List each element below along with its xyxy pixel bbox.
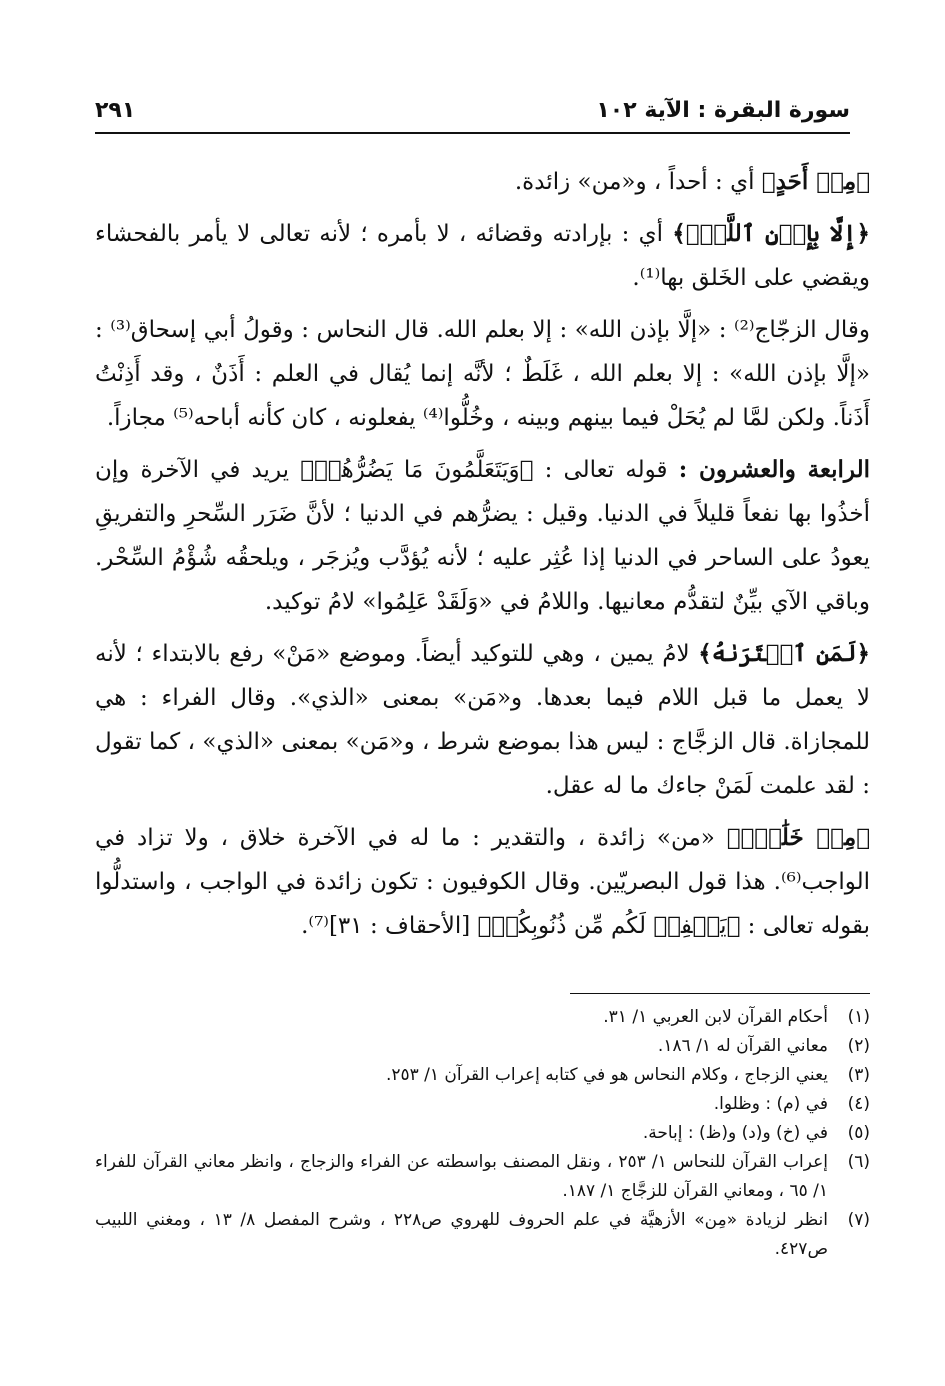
paragraph-text: لامُ يمين ، وهي للتوكيد أيضاً. وموضع «مَنْ» رفع بالابتداء ؛ لأنه لا يعمل ما قبل اللام فيما بعدها. و«مَن» بمعنى «الذي». وقال الفراء : هي للمجازاة. قال الزجَّاج : ليس هذا بموضع شرط ، و«مَن» بمعنى «الذي» ، كما تقول : لقد علمت لَمَنْ جاءك ما له عقل. — [95, 641, 870, 799]
running-title: سورة البقرة : الآية ١٠٢ — [596, 97, 850, 123]
quran-phrase: ﴿مِنۡ خَلَٰقٍۚ﴾ — [726, 824, 870, 851]
paragraph — [95, 212, 870, 300]
footnote-number: (١) — [847, 1007, 870, 1027]
footnote — [95, 1206, 870, 1264]
footnote-divider — [570, 993, 870, 994]
footnotes — [95, 1003, 870, 1264]
page-header — [95, 90, 850, 130]
main-text — [95, 160, 870, 956]
footnote-number: (٥) — [847, 1123, 870, 1143]
footnote — [95, 1061, 870, 1090]
paragraph — [95, 160, 870, 204]
footnote-text: في (م) : وظلوا. — [713, 1094, 828, 1114]
footnote-number: (٧) — [847, 1210, 870, 1230]
quran-phrase: ﴿إِلَّا بِإِذۡنِ ٱللَّهِۚ﴾ — [672, 220, 871, 247]
footnote — [95, 1003, 870, 1032]
section-heading: الرابعة والعشرون : — [678, 456, 870, 483]
quran-phrase: ﴿مِنۡ أَحَدٍ﴾ — [761, 168, 870, 195]
footnote-number: (٣) — [847, 1065, 870, 1085]
paragraph-text: أي : أحداً ، و«من» زائدة. — [514, 169, 762, 195]
footnote-text: إعراب القرآن للنحاس ١/ ٢٥٣ ، ونقل المصنف بواسطته عن الفراء والزجاج ، وانظر معاني القرآن للفراء ١/ ٦٥ ، ومعاني القرآن للزجَّاج ١/ ١٨٧. — [95, 1152, 828, 1201]
footnote-text: معاني القرآن له ١/ ١٨٦. — [657, 1036, 828, 1056]
footnote-text: أحكام القرآن لابن العربي ١/ ٣١. — [603, 1007, 828, 1027]
footnote — [95, 1090, 870, 1119]
quran-phrase: ﴿لَمَنِ ٱشۡتَرَىٰهُ﴾ — [698, 640, 870, 667]
footnote-number: (٦) — [847, 1152, 870, 1172]
footnote-text: انظر لزيادة «مِن» الأزهيَّة في علم الحروف للهروي ص٢٢٨ ، وشرح المفصل ٨/ ١٣ ، ومغني اللبيب ص٤٢٧. — [95, 1210, 829, 1259]
paragraph — [95, 816, 870, 948]
footnote — [95, 1032, 870, 1061]
paragraph-text: قوله تعالى : ﴿وَيَتَعَلَّمُونَ مَا يَضُرُّهُمۡ﴾ يريد في الآخرة وإن أخذُوا بها نفعاً قليلاً في الدنيا. وقيل : يضرُّهم في الدنيا ؛ لأنَّ ضَرَر السِّحرِ والتفريقِ يعودُ على الساحر في الدنيا إذا عُثِر عليه ؛ لأنه يُؤدَّب ويُزجَر ، ويلحقُه شُؤْمُ السِّحْر. وباقي الآي بيِّنٌ لتقدُّم معانيها. واللامُ في «وَلَقَدْ عَلِمُوا» لامُ توكيد. — [95, 457, 870, 615]
paragraph-text: وقال الزجّاج⁽²⁾ : «إلَّا بإذن الله» : إلا بعلم الله. قال النحاس : وقولُ أبي إسحاق⁽³⁾ : «إلَّا بإذن الله» : إلا بعلم الله ، غَلَطٌ ؛ لأنَّه إنما يُقال في العلم : أَذَنٌ ، وقد أَذِنْتُ أَذَناً. ولكن لمَّا لم يُحَلْ فيما بينهم وبينه ، وخُلُّوا⁽⁴⁾ يفعلونه ، كان كأنه أباحه⁽⁵⁾ مجازاً. — [95, 317, 870, 431]
paragraph — [95, 308, 870, 440]
footnote-text: في (خ) و(د) و(ظ) : إباحة. — [642, 1123, 828, 1143]
paragraph-text: «من» زائدة ، والتقدير : ما له في الآخرة خلاق ، ولا تزاد في الواجب⁽⁶⁾. هذا قول البصريّين. وقال الكوفيون : تكون زائدة في الواجب ، واستدلُّوا بقوله تعالى : ﴿يَغۡفِرۡ لَكُم مِّن ذُنُوبِكُمۡ﴾ [الأحقاف : ٣١]⁽⁷⁾. — [95, 825, 870, 939]
paragraph-text: أي : بإرادته وقضائه ، لا بأمره ؛ لأنه تعالى لا يأمر بالفحشاء ويقضي على الخَلق بها⁽¹⁾. — [95, 221, 870, 291]
footnote-text: يعني الزجاج ، وكلام النحاس هو في كتابه إعراب القرآن ١/ ٢٥٣. — [385, 1065, 828, 1085]
paragraph — [95, 448, 870, 624]
page-number: ٢٩١ — [95, 97, 136, 123]
header-divider — [95, 132, 850, 134]
footnote — [95, 1148, 870, 1206]
paragraph — [95, 632, 870, 808]
footnote-number: (٤) — [847, 1094, 870, 1114]
footnote — [95, 1119, 870, 1148]
footnote-number: (٢) — [847, 1036, 870, 1056]
